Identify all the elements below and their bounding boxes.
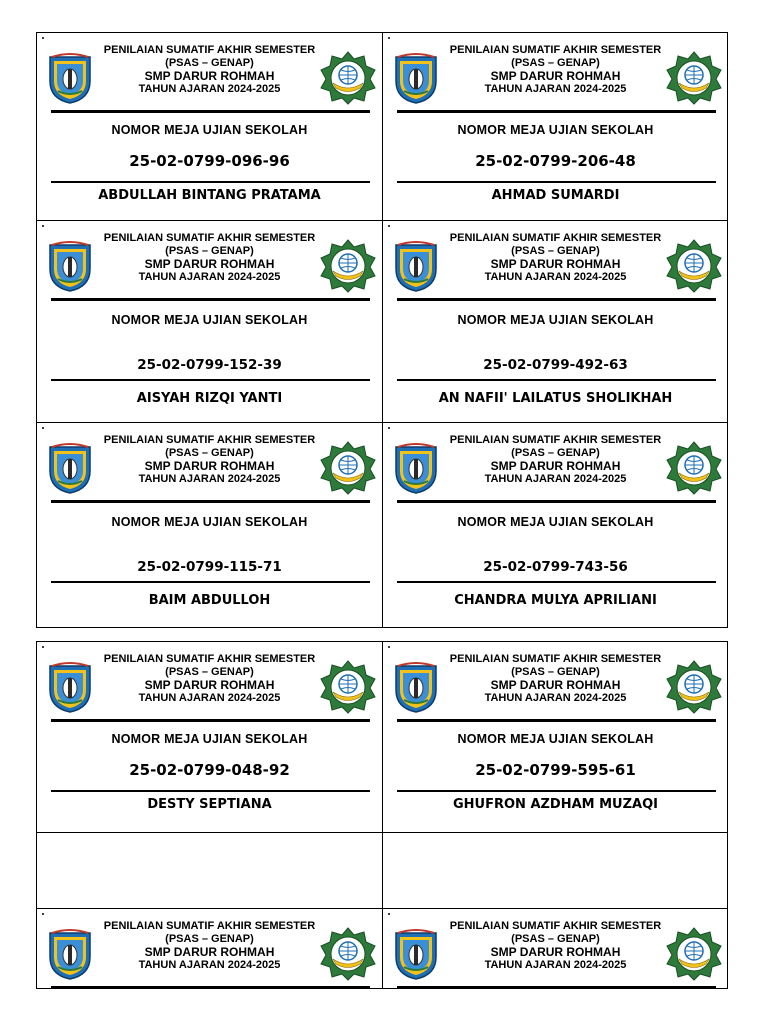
academic-year: TAHUN AJARAN 2024-2025 xyxy=(484,692,627,704)
school-name: SMP DARUR ROHMAH xyxy=(490,945,621,959)
academic-year: TAHUN AJARAN 2024-2025 xyxy=(484,83,627,95)
header-rule xyxy=(397,500,716,503)
school-emblem-icon xyxy=(320,239,376,293)
school-name: SMP DARUR ROHMAH xyxy=(144,459,275,473)
header-rule xyxy=(397,986,716,989)
exam-subtitle: (PSAS – GENAP) xyxy=(511,447,600,459)
exam-subtitle: (PSAS – GENAP) xyxy=(165,933,254,945)
exam-title: PENILAIAN SUMATIF AKHIR SEMESTER xyxy=(449,434,662,446)
bullet-dot xyxy=(42,37,44,39)
exam-card xyxy=(383,642,728,832)
exam-title: PENILAIAN SUMATIF AKHIR SEMESTER xyxy=(103,232,316,244)
student-name: ABDULLAH BINTANG PRATAMA xyxy=(98,188,321,203)
table-number-label: NOMOR MEJA UJIAN SEKOLAH xyxy=(457,313,654,327)
bullet-dot xyxy=(388,225,390,227)
exam-number: 25-02-0799-096-96 xyxy=(129,152,290,170)
school-name: SMP DARUR ROHMAH xyxy=(490,459,621,473)
header-text xyxy=(443,434,668,486)
school-name: SMP DARUR ROHMAH xyxy=(144,678,275,692)
table-number-label: NOMOR MEJA UJIAN SEKOLAH xyxy=(111,732,308,746)
exam-title: PENILAIAN SUMATIF AKHIR SEMESTER xyxy=(449,44,662,56)
academic-year: TAHUN AJARAN 2024-2025 xyxy=(138,271,281,283)
card-header xyxy=(383,650,728,714)
school-name: SMP DARUR ROHMAH xyxy=(144,945,275,959)
exam-title: PENILAIAN SUMATIF AKHIR SEMESTER xyxy=(103,920,316,932)
exam-card xyxy=(383,33,728,220)
school-emblem-icon xyxy=(320,927,376,981)
exam-subtitle: (PSAS – GENAP) xyxy=(511,933,600,945)
bullet-dot xyxy=(42,646,44,648)
number-rule xyxy=(51,379,370,381)
exam-number: 25-02-0799-152-39 xyxy=(137,357,282,373)
student-name: AHMAD SUMARDI xyxy=(491,188,620,203)
academic-year: TAHUN AJARAN 2024-2025 xyxy=(484,271,627,283)
table-number-label: NOMOR MEJA UJIAN SEKOLAH xyxy=(111,123,308,137)
card-sheet-2 xyxy=(36,641,728,989)
exam-card xyxy=(383,221,728,422)
number-rule xyxy=(51,181,370,183)
card-header xyxy=(383,431,728,495)
academic-year: TAHUN AJARAN 2024-2025 xyxy=(138,692,281,704)
school-name: SMP DARUR ROHMAH xyxy=(490,69,621,83)
regency-crest-icon xyxy=(46,927,94,981)
bullet-dot xyxy=(42,913,44,915)
regency-crest-icon xyxy=(46,51,94,105)
number-rule xyxy=(397,790,716,792)
school-emblem-icon xyxy=(666,441,722,495)
exam-number: 25-02-0799-743-56 xyxy=(483,559,628,575)
student-name: AISYAH RIZQI YANTI xyxy=(136,391,283,406)
exam-subtitle: (PSAS – GENAP) xyxy=(165,57,254,69)
table-number-label: NOMOR MEJA UJIAN SEKOLAH xyxy=(457,123,654,137)
header-rule xyxy=(51,500,370,503)
academic-year: TAHUN AJARAN 2024-2025 xyxy=(138,83,281,95)
exam-subtitle: (PSAS – GENAP) xyxy=(165,245,254,257)
table-number-label: NOMOR MEJA UJIAN SEKOLAH xyxy=(457,515,654,529)
student-name: BAIM ABDULLOH xyxy=(148,593,271,608)
exam-number: 25-02-0799-048-92 xyxy=(129,761,290,779)
exam-number: 25-02-0799-115-71 xyxy=(137,559,282,575)
card-header xyxy=(383,917,728,981)
header-text xyxy=(443,232,668,284)
header-rule xyxy=(51,719,370,722)
exam-card xyxy=(37,423,382,627)
header-text xyxy=(443,653,668,705)
header-rule xyxy=(397,110,716,113)
exam-title: PENILAIAN SUMATIF AKHIR SEMESTER xyxy=(103,653,316,665)
exam-subtitle: (PSAS – GENAP) xyxy=(511,245,600,257)
number-rule xyxy=(51,790,370,792)
header-rule xyxy=(51,298,370,301)
table-number-label: NOMOR MEJA UJIAN SEKOLAH xyxy=(111,313,308,327)
bullet-dot xyxy=(388,913,390,915)
card-header xyxy=(37,229,382,293)
exam-subtitle: (PSAS – GENAP) xyxy=(511,57,600,69)
header-text xyxy=(97,920,322,972)
number-rule xyxy=(397,581,716,583)
exam-card-header-only xyxy=(383,909,728,989)
exam-title: PENILAIAN SUMATIF AKHIR SEMESTER xyxy=(103,434,316,446)
school-name: SMP DARUR ROHMAH xyxy=(144,69,275,83)
exam-card xyxy=(37,642,382,832)
header-text xyxy=(97,434,322,486)
bullet-dot xyxy=(42,427,44,429)
school-name: SMP DARUR ROHMAH xyxy=(144,257,275,271)
empty-card xyxy=(37,833,382,908)
card-header xyxy=(383,41,728,105)
student-name: CHANDRA MULYA APRILIANI xyxy=(454,593,657,608)
bullet-dot xyxy=(388,646,390,648)
school-name: SMP DARUR ROHMAH xyxy=(490,678,621,692)
card-header xyxy=(37,917,382,981)
card-header xyxy=(37,41,382,105)
number-rule xyxy=(397,379,716,381)
regency-crest-icon xyxy=(46,239,94,293)
student-name: GHUFRON AZDHAM MUZAQI xyxy=(452,797,658,812)
header-text xyxy=(97,44,322,96)
header-text xyxy=(443,44,668,96)
regency-crest-icon xyxy=(392,239,440,293)
exam-number: 25-02-0799-206-48 xyxy=(475,152,636,170)
header-rule xyxy=(51,110,370,113)
card-header xyxy=(37,650,382,714)
number-rule xyxy=(397,181,716,183)
regency-crest-icon xyxy=(392,927,440,981)
regency-crest-icon xyxy=(392,660,440,714)
student-name: DESTY SEPTIANA xyxy=(147,797,272,812)
bullet-dot xyxy=(388,427,390,429)
empty-card xyxy=(383,833,728,908)
header-rule xyxy=(51,986,370,989)
header-rule xyxy=(397,298,716,301)
table-number-label: NOMOR MEJA UJIAN SEKOLAH xyxy=(111,515,308,529)
regency-crest-icon xyxy=(46,441,94,495)
exam-card-header-only xyxy=(37,909,382,989)
exam-number: 25-02-0799-492-63 xyxy=(483,357,628,373)
exam-card xyxy=(37,221,382,422)
header-text xyxy=(97,653,322,705)
student-name: AN NAFII' LAILATUS SHOLIKHAH xyxy=(438,391,673,406)
exam-number: 25-02-0799-595-61 xyxy=(475,761,636,779)
exam-subtitle: (PSAS – GENAP) xyxy=(165,447,254,459)
header-text xyxy=(97,232,322,284)
card-header xyxy=(37,431,382,495)
exam-subtitle: (PSAS – GENAP) xyxy=(165,666,254,678)
table-number-label: NOMOR MEJA UJIAN SEKOLAH xyxy=(457,732,654,746)
header-text xyxy=(443,920,668,972)
academic-year: TAHUN AJARAN 2024-2025 xyxy=(138,959,281,971)
number-rule xyxy=(51,581,370,583)
exam-title: PENILAIAN SUMATIF AKHIR SEMESTER xyxy=(449,920,662,932)
school-emblem-icon xyxy=(666,239,722,293)
academic-year: TAHUN AJARAN 2024-2025 xyxy=(484,959,627,971)
school-emblem-icon xyxy=(666,660,722,714)
school-emblem-icon xyxy=(666,51,722,105)
school-emblem-icon xyxy=(666,927,722,981)
school-name: SMP DARUR ROHMAH xyxy=(490,257,621,271)
academic-year: TAHUN AJARAN 2024-2025 xyxy=(484,473,627,485)
academic-year: TAHUN AJARAN 2024-2025 xyxy=(138,473,281,485)
bullet-dot xyxy=(388,37,390,39)
exam-title: PENILAIAN SUMATIF AKHIR SEMESTER xyxy=(449,653,662,665)
regency-crest-icon xyxy=(392,441,440,495)
exam-card xyxy=(383,423,728,627)
header-rule xyxy=(397,719,716,722)
exam-subtitle: (PSAS – GENAP) xyxy=(511,666,600,678)
school-emblem-icon xyxy=(320,660,376,714)
card-sheet-1 xyxy=(36,32,728,628)
exam-card xyxy=(37,33,382,220)
school-emblem-icon xyxy=(320,51,376,105)
regency-crest-icon xyxy=(392,51,440,105)
exam-title: PENILAIAN SUMATIF AKHIR SEMESTER xyxy=(449,232,662,244)
bullet-dot xyxy=(42,225,44,227)
exam-title: PENILAIAN SUMATIF AKHIR SEMESTER xyxy=(103,44,316,56)
card-header xyxy=(383,229,728,293)
regency-crest-icon xyxy=(46,660,94,714)
school-emblem-icon xyxy=(320,441,376,495)
